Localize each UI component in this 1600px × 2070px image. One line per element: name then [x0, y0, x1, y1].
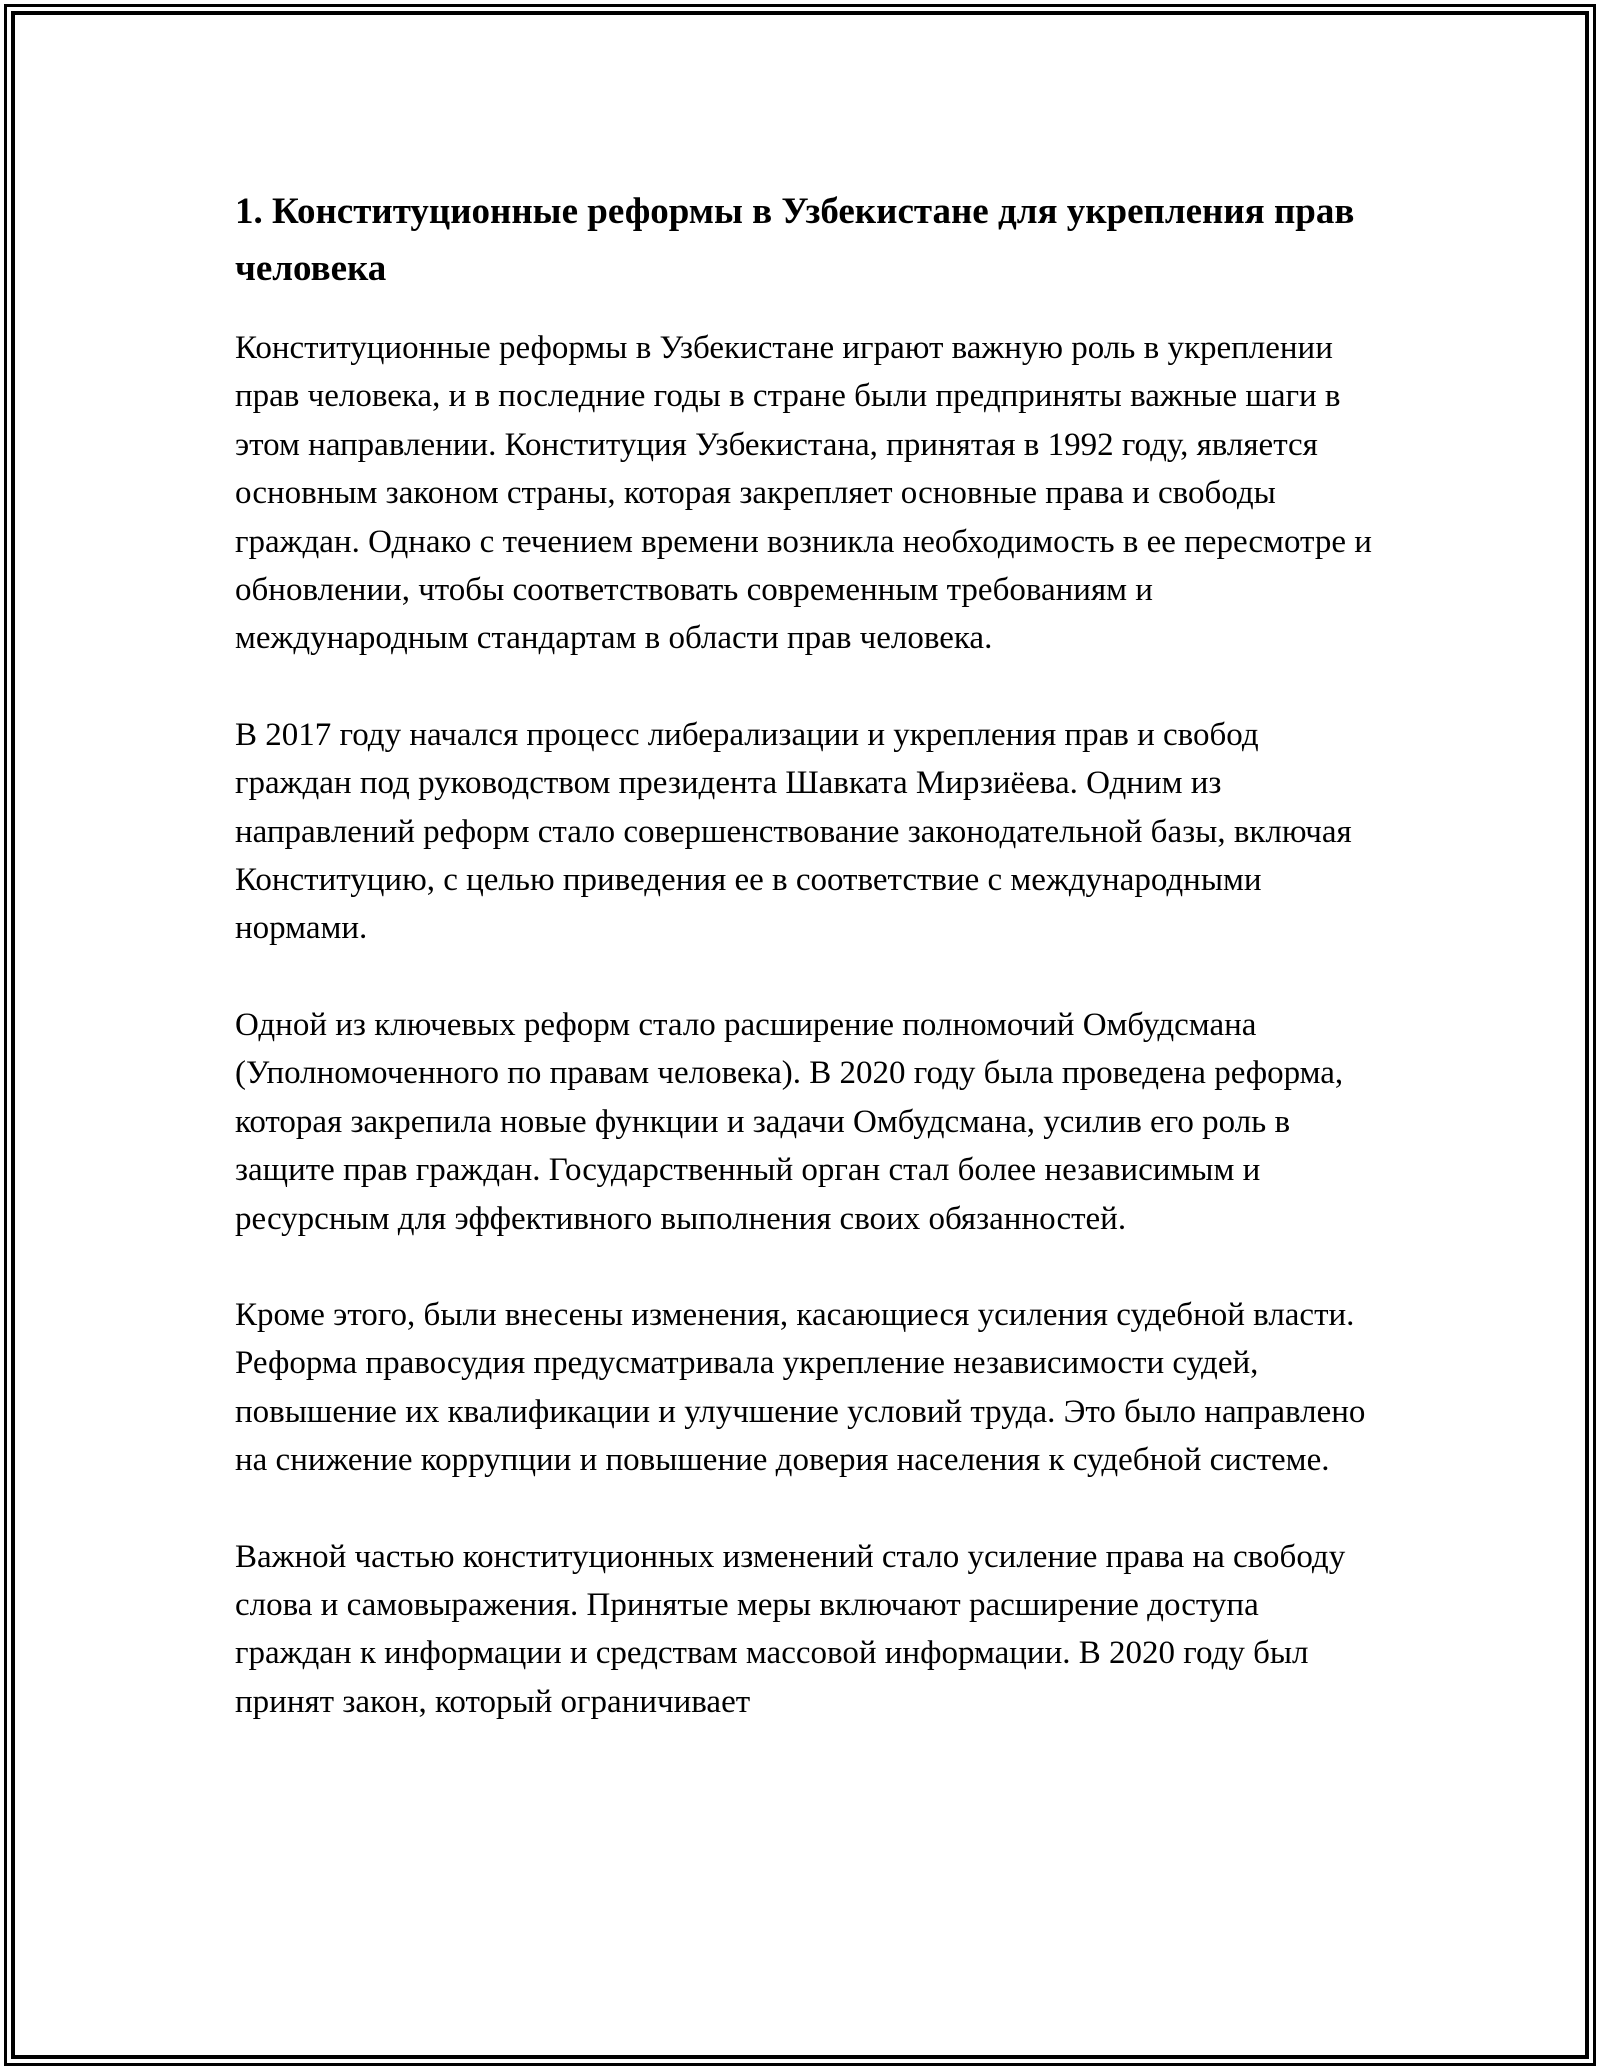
paragraph: Конституционные реформы в Узбекистане играют важную роль в укреплении прав человека, и в последние годы в стране были предприняты важные шаги в этом направлении. Конституция Узбекистана, принятая в 1992 году, является основным законом страны, которая закрепляет основные права и свободы граждан. Однако с течением времени возникла необходимость в ее пересмотре и обновлении, чтобы соответствовать современным требованиям и международным стандартам в области прав человека.	[235, 330, 1372, 657]
paragraph: В 2017 году начался процесс либерализации и укрепления прав и свобод граждан под руководством президента Шавката Мирзиёева. Одним из направлений реформ стало совершенствование законодательной базы, включая Конституцию, с целью приведения ее в соответствие с международными нормами.	[235, 716, 1352, 947]
paragraph: Кроме этого, были внесены изменения, касающиеся усиления судебной власти. Реформа правосудия предусматривала укрепление независимости судей, повышение их квалификации и улучшение условий труда. Это было направлено на снижение коррупции и повышение доверия населения к судебной системе.	[235, 1296, 1366, 1479]
document-body	[235, 183, 1375, 1726]
paragraph: Важной частью конституционных изменений стало усиление права на свободу слова и самовыражения. Принятые меры включают расширение доступа граждан к информации и средствам массовой информации. В 2020 году был принят закон, который ограничивает	[235, 1538, 1346, 1720]
section-heading: 1. Конституционные реформы в Узбекистане для укрепления прав человека	[235, 191, 1355, 289]
paragraph: Одной из ключевых реформ стало расширение полномочий Омбудсмана (Уполномоченного по правам человека). В 2020 году была проведена реформа, которая закрепила новые функции и задачи Омбудсмана, усилив его роль в защите прав граждан. Государственный орган стал более независимым и ресурсным для эффективного выполнения своих обязанностей.	[235, 1006, 1344, 1237]
